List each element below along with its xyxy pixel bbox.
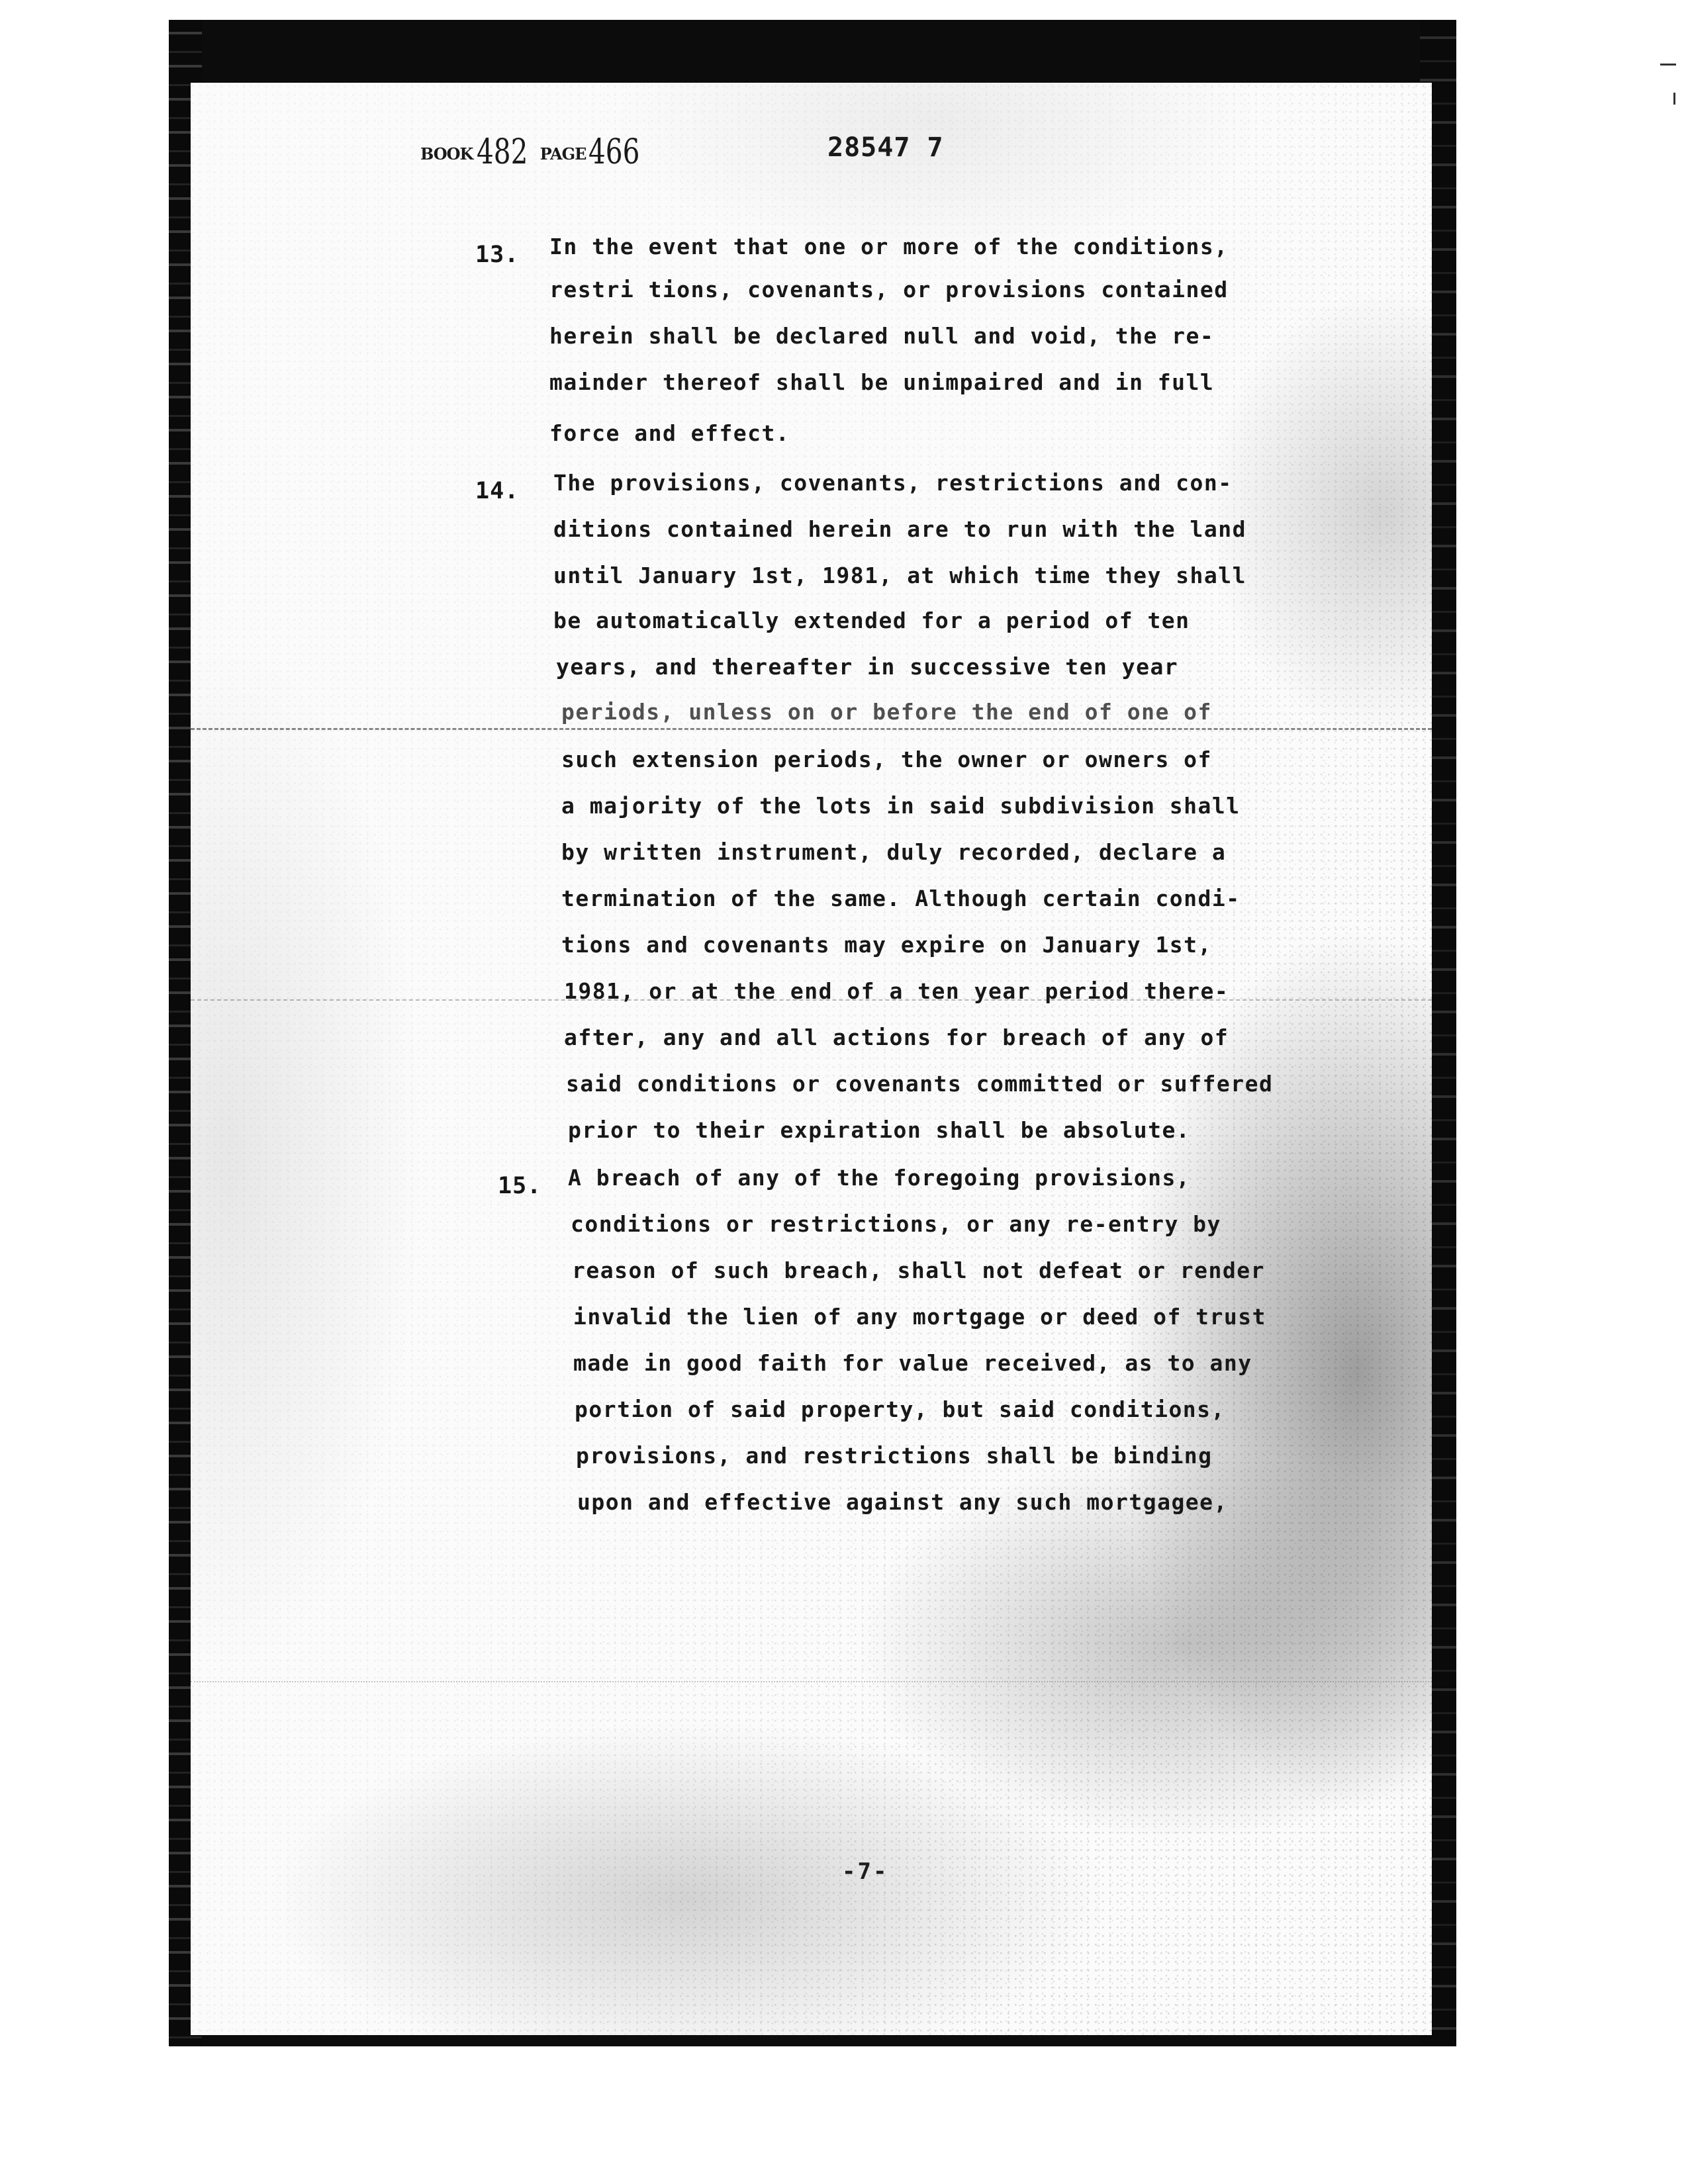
fold-line — [191, 1681, 1432, 1682]
book-page-reference — [420, 132, 655, 172]
margin-mark — [1673, 93, 1675, 105]
margin-mark — [1660, 64, 1676, 66]
text-line: said conditions or covenants committed or suffered — [566, 1071, 1274, 1097]
text-line: such extension periods, the owner or owners of — [561, 747, 1212, 772]
text-line: mainder thereof shall be unimpaired and in full — [549, 369, 1215, 395]
text-line: by written instrument, duly recorded, declare a — [561, 839, 1227, 865]
text-line: be automatically extended for a period of ten — [553, 608, 1190, 633]
text-line: termination of the same. Although certain condi- — [561, 886, 1241, 911]
text-line: A breach of any of the foregoing provisions, — [568, 1165, 1191, 1191]
text-line: until January 1st, 1981, at which time they shall — [553, 563, 1247, 588]
text-line: ditions contained herein are to run with the land — [553, 516, 1247, 542]
text-line: after, any and all actions for breach of any of — [564, 1024, 1229, 1050]
section-number: 14. — [475, 478, 520, 504]
text-line: years, and thereafter in successive ten year — [556, 654, 1179, 680]
text-line: 1981, or at the end of a ten year period there- — [564, 978, 1229, 1004]
section-number: 13. — [475, 242, 520, 268]
text-line: made in good faith for value received, as to any — [573, 1350, 1252, 1376]
text-line: invalid the lien of any mortgage or deed of trust — [573, 1304, 1267, 1330]
text-line: periods, unless on or before the end of one of — [561, 699, 1212, 725]
instrument-number: 28547 7 — [827, 132, 944, 163]
section-number: 15. — [498, 1173, 542, 1199]
text-line: reason of such breach, shall not defeat or render — [572, 1257, 1266, 1283]
page-label: PAGE — [539, 144, 586, 163]
text-line: upon and effective against any such mortgagee, — [577, 1489, 1228, 1515]
text-line: conditions or restrictions, or any re-entry by — [571, 1211, 1221, 1237]
text-line: herein shall be declared null and void, the re- — [549, 323, 1215, 349]
text-line: The provisions, covenants, restrictions and con- — [553, 470, 1233, 496]
text-line: In the event that one or more of the conditions, — [549, 234, 1229, 259]
fold-line — [191, 728, 1432, 730]
book-number: 482 — [477, 132, 528, 172]
text-line: prior to their expiration shall be absolute. — [568, 1117, 1191, 1143]
text-line: a majority of the lots in said subdivision shall — [561, 793, 1241, 819]
book-label: BOOK — [420, 144, 473, 163]
text-line: portion of said property, but said conditions, — [575, 1396, 1225, 1422]
page-number-ref: 466 — [588, 132, 640, 172]
text-line: force and effect. — [549, 420, 790, 446]
text-line: provisions, and restrictions shall be binding — [576, 1443, 1213, 1469]
text-line: tions and covenants may expire on January 1st, — [561, 932, 1212, 958]
page-number: -7- — [842, 1858, 889, 1885]
text-line: restri tions, covenants, or provisions contained — [549, 277, 1229, 302]
